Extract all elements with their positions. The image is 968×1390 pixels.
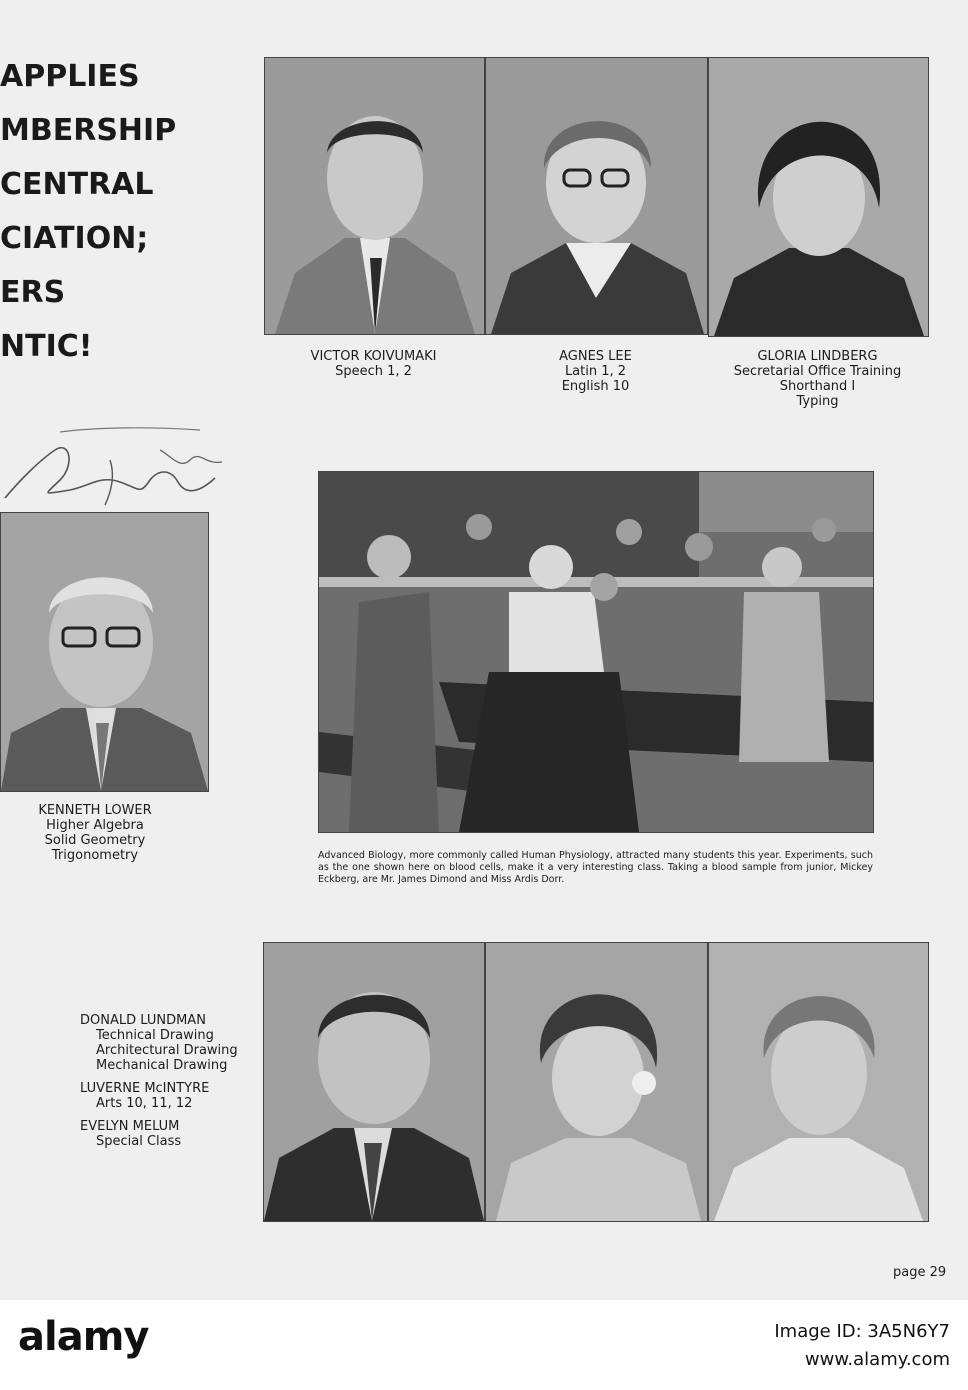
alamy-logo: alamy: [18, 1314, 149, 1360]
portrait-gloria-lindberg: [708, 57, 929, 337]
headline-line: NTIC!: [0, 329, 93, 364]
classroom-photo: [318, 471, 874, 833]
headline-line: ERS: [0, 275, 66, 310]
classroom-caption: Advanced Biology, more commonly called Human Physiology, attracted many students this year. Experiments, such as the one shown here on blood cells, make it a very interesting class. Taking a blood sample from junior, Mickey Eckberg, are Mr. James Dimond and Miss Ardis Dorr.: [318, 850, 873, 885]
faculty-name: EVELYN MELUM: [80, 1119, 180, 1134]
page-number: page 29: [893, 1265, 947, 1280]
faculty-subject: Typing: [796, 394, 839, 409]
caption-kenneth-lower: [0, 803, 190, 863]
faculty-entry: [80, 1081, 260, 1111]
headline-line: APPLIES: [0, 59, 140, 94]
faculty-subject: English 10: [561, 379, 630, 394]
faculty-subject: Latin 1, 2: [564, 364, 627, 379]
faculty-subject: Higher Algebra: [46, 818, 144, 833]
headline-line: MBERSHIP: [0, 113, 177, 148]
faculty-entry: [80, 1119, 260, 1149]
image-id: Image ID: 3A5N6Y7: [774, 1321, 950, 1342]
portrait-kenneth-lower: [0, 512, 209, 792]
faculty-subject: Mechanical Drawing: [96, 1058, 228, 1073]
faculty-subject: Trigonometry: [51, 848, 139, 863]
watermark-meta: [774, 1318, 950, 1374]
portrait-evelyn-melum: [708, 942, 929, 1222]
portrait-luverne-mcintyre: [485, 942, 708, 1222]
faculty-name: AGNES LEE: [559, 349, 632, 364]
caption-agnes-lee: [485, 349, 706, 394]
portrait-victor-koivumaki: [264, 57, 485, 335]
faculty-name: DONALD LUNDMAN: [80, 1013, 206, 1028]
faculty-subject: Secretarial Office Training: [733, 364, 902, 379]
handwritten-signature: [0, 420, 240, 520]
faculty-subject: Arts 10, 11, 12: [96, 1096, 193, 1111]
headline-line: CENTRAL: [0, 167, 154, 202]
faculty-name: LUVERNE McINTYRE: [80, 1081, 210, 1096]
faculty-subject: Architectural Drawing: [96, 1043, 238, 1058]
caption-victor-koivumaki: [264, 349, 483, 379]
caption-gloria-lindberg: [708, 349, 927, 409]
page-headline: [0, 50, 240, 374]
faculty-entry: [80, 1013, 260, 1073]
faculty-name: GLORIA LINDBERG: [757, 349, 878, 364]
faculty-subject: Shorthand I: [779, 379, 856, 394]
bottom-faculty-list: [80, 1013, 260, 1157]
faculty-subject: Technical Drawing: [96, 1028, 214, 1043]
faculty-subject: Special Class: [96, 1134, 182, 1149]
headline-line: CIATION;: [0, 221, 149, 256]
faculty-name: VICTOR KOIVUMAKI: [310, 349, 437, 364]
faculty-name: KENNETH LOWER: [38, 803, 152, 818]
faculty-subject: Solid Geometry: [44, 833, 146, 848]
faculty-subject: Speech 1, 2: [335, 364, 412, 379]
site-url: www.alamy.com: [804, 1349, 950, 1370]
watermark-footer: [0, 1300, 968, 1390]
portrait-agnes-lee: [485, 57, 708, 335]
portrait-donald-lundman: [263, 942, 485, 1222]
